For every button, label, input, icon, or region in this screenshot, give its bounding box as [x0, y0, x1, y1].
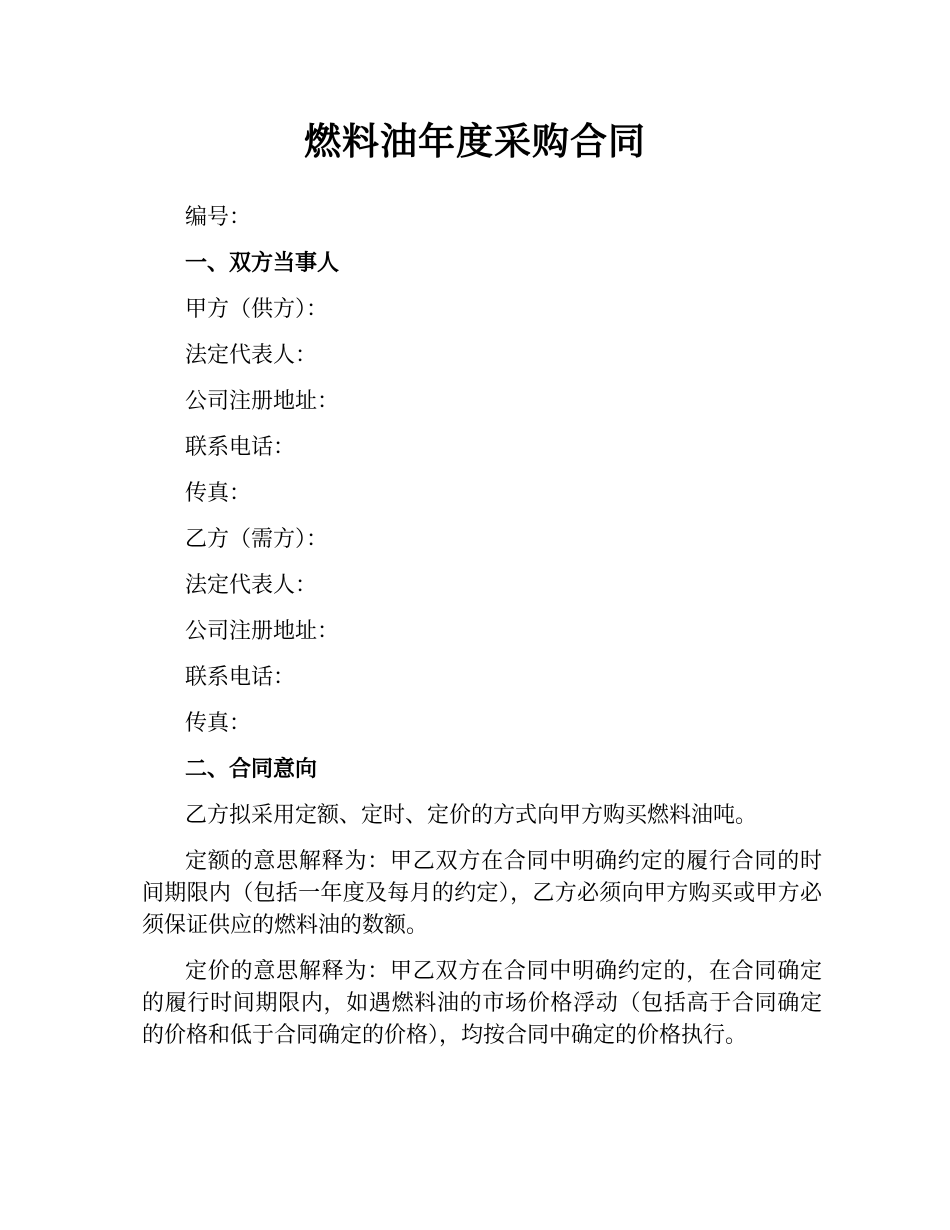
contract-number-label: 编号： [185, 205, 252, 230]
section-heading-parties: 一、双方当事人 [185, 251, 340, 276]
document-title: 燃料油年度采购合同 [304, 120, 646, 163]
party-a-phone: 联系电话： [185, 435, 296, 460]
party-b-fax: 传真： [185, 711, 252, 736]
party-b-phone: 联系电话： [185, 665, 296, 690]
party-a-address: 公司注册地址： [185, 389, 340, 414]
party-a-legal-rep: 法定代表人： [185, 343, 318, 368]
paragraph-price-definition: 定价的意思解释为：甲乙双方在合同中明确约定的，在合同确定的履行时间期限内，如遇燃料油的市场价格浮动（包括高于合同确定的价格和低于合同确定的价格），均按合同中确定的价格执行。 [142, 959, 822, 1048]
party-b-address: 公司注册地址： [185, 619, 340, 644]
party-b-legal-rep: 法定代表人： [185, 573, 318, 598]
paragraph-quota-definition: 定额的意思解释为：甲乙双方在合同中明确约定的履行合同的时间期限内（包括一年度及每月的约定），乙方必须向甲方购买或甲方必须保证供应的燃料油的数额。 [142, 849, 822, 938]
party-a-fax: 传真： [185, 481, 252, 506]
party-a-name: 甲方（供方）： [185, 297, 329, 322]
section-heading-intent: 二、合同意向 [185, 757, 318, 782]
party-b-name: 乙方（需方）： [185, 527, 329, 552]
document-body [142, 202, 822, 1066]
paragraph-purchase-method: 乙方拟采用定额、定时、定价的方式向甲方购买燃料油吨。 [185, 803, 758, 828]
